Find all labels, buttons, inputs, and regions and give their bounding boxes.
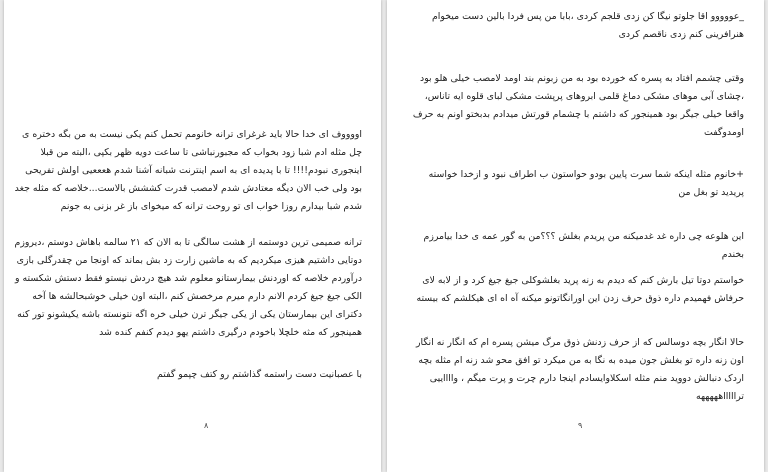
page-number: ۹ (578, 421, 583, 430)
left-page (4, 0, 381, 472)
right-paragraph-6: حالا انگار بچه دوسالس که از حرف زدنش ذوق مرگ میشن پسره ام که انگار نه انگار اون زنه داره تو بغلش جون میده به نگا به من میکرد تو افق محو شد زنه ام مثله بچه اردک دنبالش دووید منم مثله اسکلاوایسادم اینجا دارم چرت و پرت میگم ، وااااییی تراااااهههههه (416, 337, 744, 402)
left-paragraph-1: اووووف ای خدا حالا باید غرغرای ترانه خانومم تحمل کنم یکی نیست به من بگه دختره ی چل مثله ادم شبا زود بخواب که مجبورنباشی تا ساعت دویه ظهر بکپی ،البته من قبلا اینجوری نبودم!!!! تا با پدیده ای به اسم اینترنت شبانه آشنا شدم هعععیی اولش تفریحی بود ولی خب الان دیگه معتادش شدم لامصب قدرت کششش بالاست...خلاصه که مثله جغد شدم شبا بیدارم روزا خواب ای تو روحت ترانه که میخوای باز غر بزنی به جونم (14, 129, 362, 212)
left-paragraph-2: ترانه صمیمی ترین دوستمه از هشت سالگی تا به الان که ۲۱ سالمه باهاش دوستم ،دیروزم دوتایی داشتیم هیزی میکردیم که به ماشین زارت زد بش بماند که اونجا من چقدرگلی بازی درآوردم خلاصه که اوردنش بیمارستانو معلوم شد هیچ دردش نیستو فقط دستش شکسته و الکی جیغ جیغ کردم الانم دارم میرم مرخصش کنم ،البته اون خیلی خوشبحالشه ها آخه دکترای این بیمارستان یکی از یکی جیگر ترن خیلی خره اگه نتونسته باشه یکیشونو تور کنه همینجور که مثه خلچلا باخودم درگیری داشتم یهو دیدم کنفم کنده شد (14, 237, 362, 338)
right-paragraph-2: وقتی چشمم افتاد به پسره که خورده بود به من زبونم بند اومد لامصب خیلی هلو بود ،چشای آبی موهای مشکی دماغ قلمی ابروهای پرپشت مشکی لبای قلوه ایه تاناس، واقعا خیلی جیگر بود همینجور که داشتم با چشمام قورتش میدادم بدبختو اونم به حرف اومدوگفت (412, 73, 744, 138)
right-page (387, 0, 764, 472)
right-paragraph-3: +خانوم مثله اینکه شما سرت پایین بودو حواستون ب اطراف نبود و ازخدا خواسته پریدید تو بغل من (428, 169, 744, 198)
right-paragraph-4: این هلوعه چی داره غد غدمیکنه من پریدم بغلش ؟؟؟من به گور عمه ی خدا بیامرزم بخندم (423, 231, 744, 260)
right-paragraph-1: _عووووو اقا جلوتو نیگا کن زدی قلجم کردی ،بابا من پس فردا بالین دست میخوام هنرافرینی کنم زدی ناقصم کردی (431, 11, 744, 40)
right-paragraph-5: خواستم دوتا تیل بارش کنم که دیدم به زنه پرید بغلشوکلی جیغ جیغ کرد و از لابه لای حرفاش فهمیدم داره ذوق حرف زدن این اورانگاتونو میکنه آه اه ای هیکلشم که بیسته (416, 275, 744, 304)
page-number: ۸ (204, 421, 209, 430)
left-paragraph-3: با عصبانیت دست راستمه گذاشتم رو کتف چپمو گفتم (157, 369, 362, 380)
